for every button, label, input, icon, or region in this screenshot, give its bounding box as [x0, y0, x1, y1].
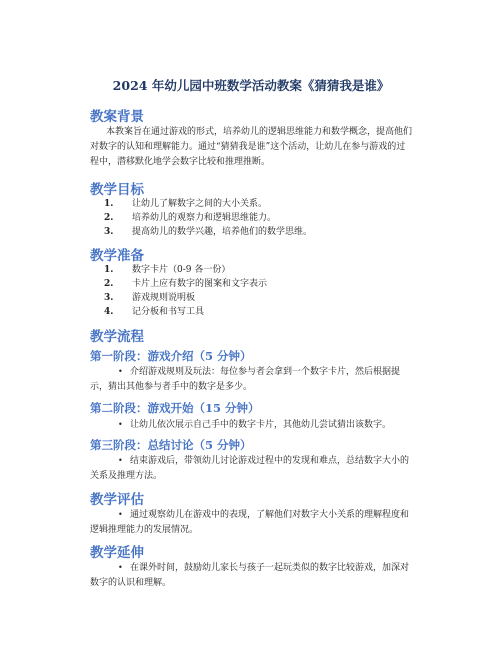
prep-number: 4.	[104, 307, 114, 317]
bullet-icon: •	[118, 563, 123, 572]
goal-number: 2.	[104, 213, 114, 223]
goal-number: 1.	[104, 199, 114, 209]
section-heading-evaluation: 教学评估	[90, 492, 144, 508]
background-paragraph: 本教案旨在通过游戏的形式，培养幼儿的逻辑思维能力和数学概念，提高他们对数字的认知和理解能力。通过“猜猜我是谁”这个活动，让幼儿在参与游戏的过程中，潜移默化地学会数字比较和推理推断。	[90, 127, 413, 167]
stage1-bullet-item	[90, 364, 412, 395]
section-heading-goals: 教学目标	[90, 182, 144, 198]
stage3-bullet-item	[90, 453, 412, 484]
stage1-heading: 第一阶段：游戏介绍（5 分钟）	[90, 349, 252, 363]
prep-number: 3.	[104, 293, 114, 303]
goal-number: 3.	[104, 227, 114, 237]
extension-text: 在课外时间，鼓励幼儿家长与孩子一起玩类似的数字比较游戏，加深对数字的认识和理解。	[90, 563, 410, 588]
prep-number: 2.	[104, 279, 114, 289]
section-heading-background: 教案背景	[90, 109, 144, 125]
evaluation-text: 通过观察幼儿在游戏中的表现，了解他们对数字大小关系的理解程度和逻辑推理能力的发展情况。	[90, 510, 410, 535]
goal-item	[104, 210, 276, 223]
stage2-heading: 第二阶段：游戏开始（15 分钟）	[90, 401, 260, 415]
prep-item	[104, 304, 204, 317]
section-heading-process: 教学流程	[90, 329, 144, 345]
prep-item	[104, 290, 195, 303]
evaluation-bullet-item	[90, 507, 412, 538]
stage1-text: 介绍游戏规则及玩法：每位参与者会拿到一个数字卡片，然后根据提示，猜出其他参与者手中的数字是多少。	[90, 367, 401, 392]
goal-item	[104, 196, 267, 209]
bullet-icon: •	[118, 456, 123, 465]
prep-number: 1.	[104, 265, 114, 275]
bullet-icon: •	[118, 367, 123, 376]
stage2-bullet-item	[90, 417, 412, 433]
prep-text: 卡片上应有数字的图案和文字表示	[132, 279, 268, 289]
goal-text: 提高幼儿的数学兴趣，培养他们的数学思维。	[132, 227, 313, 237]
stage3-text: 结束游戏后，带领幼儿讨论游戏过程中的发现和难点，总结数字大小的关系及推理方法。	[90, 456, 410, 481]
stage2-text: 让幼儿依次展示自己手中的数字卡片，其他幼儿尝试猜出该数字。	[130, 420, 392, 430]
stage3-heading: 第三阶段：总结讨论（5 分钟）	[90, 438, 252, 452]
extension-bullet-item	[90, 560, 412, 591]
prep-text: 数字卡片（0-9 各一份）	[132, 265, 231, 275]
goal-text: 培养幼儿的观察力和逻辑思维能力。	[132, 213, 277, 223]
bullet-icon: •	[118, 420, 123, 429]
prep-item	[104, 276, 267, 289]
document-title: 2024 年幼儿园中班数学活动教案《猜猜我是谁》	[112, 78, 390, 93]
section-heading-extension: 教学延伸	[90, 545, 144, 561]
section-heading-prep: 教学准备	[90, 248, 144, 264]
prep-item	[104, 262, 230, 275]
prep-text: 游戏规则说明板	[132, 293, 196, 303]
goal-text: 让幼儿了解数字之间的大小关系。	[132, 199, 268, 209]
prep-text: 记分板和书写工具	[132, 307, 205, 317]
goal-item	[104, 224, 312, 237]
bullet-icon: •	[118, 510, 123, 519]
